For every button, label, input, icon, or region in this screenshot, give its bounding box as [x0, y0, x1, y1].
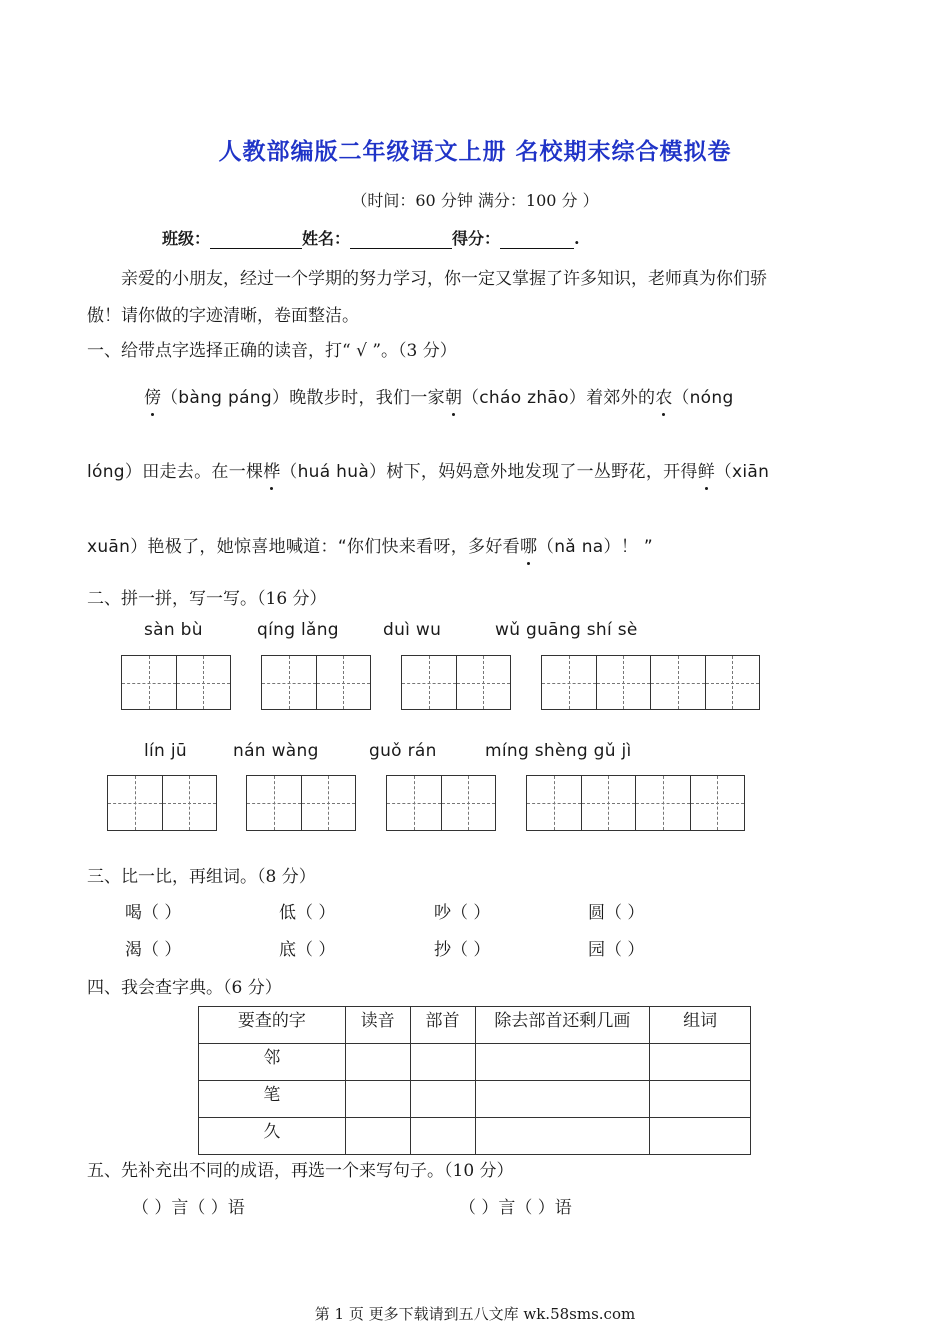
compare-item[interactable]: 圆（ ）	[588, 903, 645, 923]
compare-item[interactable]: 园（ ）	[588, 940, 645, 960]
dotted-char: 朝	[444, 388, 462, 408]
q1-heading: 一、给带点字选择正确的读音，打“ √ ”。（3 分）	[87, 341, 457, 361]
text-segment: （nǎ na）！ ”	[536, 537, 653, 557]
pinyin-prompt: sàn bù	[144, 620, 203, 640]
pinyin-prompt: duì wu	[383, 620, 442, 640]
answer-cell[interactable]	[475, 1118, 650, 1155]
answer-cell[interactable]	[410, 1081, 475, 1118]
writing-grid-2[interactable]	[107, 775, 217, 831]
compare-item[interactable]: 抄（ ）	[434, 940, 491, 960]
compare-item[interactable]: 吵（ ）	[434, 903, 491, 923]
compare-item[interactable]: 喝（ ）	[125, 903, 182, 923]
q4-heading: 四、我会查字典。（6 分）	[87, 978, 282, 998]
answer-cell[interactable]	[345, 1044, 410, 1081]
answer-cell[interactable]	[345, 1081, 410, 1118]
lookup-char: 久	[199, 1118, 346, 1155]
pinyin-prompt: míng shèng gǔ jì	[485, 741, 632, 761]
lookup-char: 邻	[199, 1044, 346, 1081]
answer-cell[interactable]	[650, 1044, 751, 1081]
idiom-blank[interactable]: （ ）言（ ）语	[132, 1198, 245, 1218]
writing-grid-2[interactable]	[121, 655, 231, 710]
q1-row-3	[87, 532, 653, 557]
dotted-char: 哪	[519, 537, 537, 557]
answer-cell[interactable]	[650, 1118, 751, 1155]
pinyin-prompt: wǔ guāng shí sè	[495, 620, 638, 640]
dotted-char: 农	[655, 388, 673, 408]
writing-grid-2[interactable]	[261, 655, 371, 710]
pinyin-prompt: qíng lǎng	[257, 620, 339, 640]
name-label: 姓名：	[302, 229, 351, 248]
q3-heading: 三、比一比，再组词。（8 分）	[87, 867, 316, 887]
text-segment: lóng）田走去。在一棵	[87, 462, 264, 482]
text-segment: （nóng	[672, 388, 734, 408]
writing-grid-2[interactable]	[246, 775, 356, 831]
compare-item[interactable]: 低（ ）	[279, 903, 336, 923]
compare-item[interactable]: 渴（ ）	[125, 940, 182, 960]
table-row	[199, 1044, 751, 1081]
score-label: 得分：	[452, 229, 501, 248]
dotted-char: 傍	[144, 388, 161, 408]
dictionary-table	[198, 1006, 751, 1155]
column-header: 组词	[650, 1007, 751, 1044]
intro-line-1: 亲爱的小朋友，经过一个学期的努力学习，你一定又掌握了许多知识，老师真为你们骄	[121, 269, 767, 289]
table-header-row	[199, 1007, 751, 1044]
info-end: .	[574, 229, 580, 248]
column-header: 要查的字	[199, 1007, 346, 1044]
idiom-blank[interactable]: （ ）言（ ）语	[459, 1198, 572, 1218]
table-row	[199, 1081, 751, 1118]
pinyin-prompt: lín jū	[144, 741, 187, 761]
lookup-char: 笔	[199, 1081, 346, 1118]
text-segment: （bàng páng）晚散步时，我们一家	[161, 388, 445, 408]
page-title: 人教部编版二年级语文上册 名校期末综合模拟卷	[218, 138, 732, 165]
answer-cell[interactable]	[475, 1081, 650, 1118]
answer-cell[interactable]	[650, 1081, 751, 1118]
q2-heading: 二、拼一拼，写一写。（16 分）	[87, 589, 327, 609]
q1-row-1	[144, 383, 734, 408]
writing-grid-4[interactable]	[541, 655, 760, 710]
q1-row-2	[87, 457, 769, 482]
pinyin-prompt: guǒ rán	[369, 741, 437, 761]
column-header: 读音	[345, 1007, 410, 1044]
dotted-char: 桦	[263, 462, 281, 482]
answer-cell[interactable]	[475, 1044, 650, 1081]
column-header: 部首	[410, 1007, 475, 1044]
exam-meta: （时间：60 分钟 满分：100 分 ）	[351, 191, 599, 210]
student-info	[162, 226, 580, 249]
column-header: 除去部首还剩几画	[475, 1007, 650, 1044]
writing-grid-2[interactable]	[401, 655, 511, 710]
writing-grid-4[interactable]	[526, 775, 745, 831]
name-field[interactable]	[350, 230, 452, 249]
table-row	[199, 1118, 751, 1155]
score-field[interactable]	[500, 230, 574, 249]
text-segment: （cháo zhāo）着郊外的	[461, 388, 656, 408]
compare-item[interactable]: 底（ ）	[279, 940, 336, 960]
class-label: 班级：	[162, 229, 211, 248]
dotted-char: 鲜	[697, 462, 715, 482]
answer-cell[interactable]	[410, 1044, 475, 1081]
class-field[interactable]	[210, 230, 302, 249]
answer-cell[interactable]	[410, 1118, 475, 1155]
writing-grid-2[interactable]	[386, 775, 496, 831]
text-segment: （huá huà）树下，妈妈意外地发现了一丛野花，开得	[280, 462, 698, 482]
intro-line-2: 傲！请你做的字迹清晰，卷面整洁。	[87, 306, 359, 326]
q5-heading: 五、先补充出不同的成语，再选一个来写句子。（10 分）	[87, 1161, 514, 1181]
text-segment: （xiān	[714, 462, 770, 482]
text-segment: xuān）艳极了，她惊喜地喊道：“你们快来看呀，多好看	[87, 537, 520, 557]
answer-cell[interactable]	[345, 1118, 410, 1155]
pinyin-prompt: nán wàng	[233, 741, 319, 761]
page-footer: 第 1 页 更多下载请到五八文库 wk.58sms.com	[314, 1305, 636, 1323]
